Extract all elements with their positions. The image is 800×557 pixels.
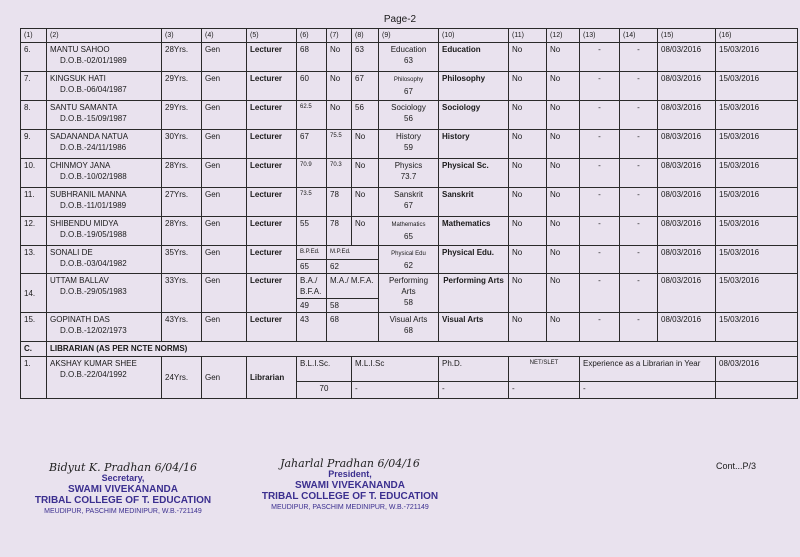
cell: No — [547, 159, 580, 188]
cell: - — [620, 274, 658, 313]
marks-cell: 55 — [297, 217, 327, 246]
secretary-title: Secretary, — [101, 473, 145, 483]
age-cell: 30Yrs. — [162, 130, 202, 159]
marks-cell: 58 — [327, 299, 379, 313]
degree-label-cell: B.P.Ed. — [297, 246, 327, 260]
marks-cell: 73.5 — [297, 188, 327, 217]
method-cell: History — [439, 130, 509, 159]
secretary-signature-block — [28, 462, 218, 517]
marks-cell: 63 — [352, 43, 379, 72]
cell: No — [509, 159, 547, 188]
section-header-row — [21, 342, 798, 357]
column-number-header: (9) — [379, 29, 439, 43]
category-cell: Gen — [202, 188, 247, 217]
age-cell: 33Yrs. — [162, 274, 202, 313]
serial-cell: 8. — [21, 101, 47, 130]
table-row — [21, 72, 798, 101]
name-cell: CHINMOY JANA D.O.B.-10/02/1988 — [47, 159, 162, 188]
org-address: MEUDIPUR, PASCHIM MEDINIPUR, W.B.-721149 — [44, 508, 202, 515]
serial-cell: 7. — [21, 72, 47, 101]
cell: No — [509, 130, 547, 159]
marks-cell: 70 — [297, 382, 352, 399]
date-cell: 08/03/2016 — [658, 188, 716, 217]
category-cell: Gen — [202, 357, 247, 399]
date-cell: 08/03/2016 — [658, 101, 716, 130]
name-cell: KINGSUK HATI D.O.B.-06/04/1987 — [47, 72, 162, 101]
post-cell: Lecturer — [247, 188, 297, 217]
date-cell: 15/03/2016 — [716, 130, 798, 159]
cell: - — [620, 313, 658, 342]
marks-cell: 62 — [327, 260, 379, 274]
marks-cell: 70.3 — [327, 159, 352, 188]
method-cell: Sociology — [439, 101, 509, 130]
marks-cell: 65 — [297, 260, 327, 274]
category-cell: Gen — [202, 43, 247, 72]
marks-cell: 78 — [327, 217, 352, 246]
table-row — [21, 217, 798, 246]
serial-cell: 12. — [21, 217, 47, 246]
serial-cell: 13. — [21, 246, 47, 274]
name-cell: SONALI DE D.O.B.-03/04/1982 — [47, 246, 162, 274]
secretary-signature: Bidyut K. Pradhan 6/04/16 — [49, 461, 197, 474]
marks-cell: - — [439, 382, 509, 399]
cell: No — [547, 217, 580, 246]
cell: No — [509, 101, 547, 130]
subject-cell: Sociology 56 — [379, 101, 439, 130]
marks-cell: 62.5 — [297, 101, 327, 130]
cell: - — [620, 130, 658, 159]
subject-cell: Performing Arts 58 — [379, 274, 439, 313]
age-cell: 24Yrs. — [162, 357, 202, 399]
date-cell: 08/03/2016 — [658, 217, 716, 246]
column-number-header: (2) — [47, 29, 162, 43]
age-cell: 29Yrs. — [162, 101, 202, 130]
column-number-header: (11) — [509, 29, 547, 43]
post-cell: Lecturer — [247, 72, 297, 101]
category-cell: Gen — [202, 217, 247, 246]
header-cell: Ph.D. — [439, 357, 509, 382]
marks-cell: 56 — [352, 101, 379, 130]
cell: - — [620, 72, 658, 101]
cell: - — [620, 43, 658, 72]
column-number-header: (8) — [352, 29, 379, 43]
degree-label-cell: B.A./ B.F.A. — [297, 274, 327, 299]
cell: No — [547, 43, 580, 72]
category-cell: Gen — [202, 274, 247, 313]
header-cell: M.L.I.Sc — [352, 357, 439, 382]
date-cell: 15/03/2016 — [716, 246, 798, 274]
method-cell: Education — [439, 43, 509, 72]
post-cell: Lecturer — [247, 246, 297, 274]
page-number: Page-2 — [383, 14, 417, 25]
org-name: TRIBAL COLLEGE OF T. EDUCATION — [261, 491, 439, 502]
date-cell: 15/03/2016 — [716, 217, 798, 246]
post-cell: Lecturer — [247, 217, 297, 246]
section-title: LIBRARIAN (AS PER NCTE NORMS) — [47, 342, 798, 357]
category-cell: Gen — [202, 246, 247, 274]
serial-cell: 6. — [21, 43, 47, 72]
cell: - — [580, 101, 620, 130]
cell: - — [580, 188, 620, 217]
date-cell: 08/03/2016 — [658, 159, 716, 188]
subject-cell: Philosophy 67 — [379, 72, 439, 101]
cell: - — [620, 246, 658, 274]
subject-cell: Physics 73.7 — [379, 159, 439, 188]
column-number-header: (1) — [21, 29, 47, 43]
cell: - — [580, 274, 620, 313]
method-cell: Sanskrit — [439, 188, 509, 217]
method-cell: Visual Arts — [439, 313, 509, 342]
category-cell: Gen — [202, 313, 247, 342]
marks-cell: 75.5 — [327, 130, 352, 159]
serial-cell: 1. — [21, 357, 47, 399]
marks-cell: 78 — [327, 188, 352, 217]
cell: - — [620, 217, 658, 246]
cell: - — [580, 43, 620, 72]
cell: No — [509, 274, 547, 313]
cell: No — [547, 72, 580, 101]
degree-label-cell: M.P.Ed. — [327, 246, 379, 260]
date-cell: 08/03/2016 — [658, 130, 716, 159]
method-cell: Mathematics — [439, 217, 509, 246]
header-cell: Experience as a Librarian in Year — [580, 357, 716, 382]
continuation-note: Cont...P/3 — [715, 461, 756, 471]
cell: No — [509, 72, 547, 101]
date-cell: 15/03/2016 — [716, 159, 798, 188]
cell: - — [620, 188, 658, 217]
post-cell: Librarian — [247, 357, 297, 399]
column-number-header: (16) — [716, 29, 798, 43]
marks-cell: 70.9 — [297, 159, 327, 188]
name-cell: MANTU SAHOO D.O.B.-02/01/1989 — [47, 43, 162, 72]
post-cell: Lecturer — [247, 130, 297, 159]
cell: - — [580, 159, 620, 188]
column-number-header: (7) — [327, 29, 352, 43]
cell: No — [547, 101, 580, 130]
cell: - — [580, 217, 620, 246]
table-row — [21, 274, 798, 299]
method-cell: Philosophy — [439, 72, 509, 101]
method-cell: Physical Sc. — [439, 159, 509, 188]
serial-cell: 11. — [21, 188, 47, 217]
date-cell: 08/03/2016 — [658, 72, 716, 101]
cell: No — [509, 246, 547, 274]
section-label: C. — [21, 342, 47, 357]
date-cell: 15/03/2016 — [716, 101, 798, 130]
age-cell: 27Yrs. — [162, 188, 202, 217]
marks-cell: 43 — [297, 313, 327, 342]
column-number-header: (13) — [580, 29, 620, 43]
table-row — [21, 159, 798, 188]
column-number-header: (10) — [439, 29, 509, 43]
table-row — [21, 188, 798, 217]
age-cell: 43Yrs. — [162, 313, 202, 342]
degree-label-cell: M.A./ M.F.A. — [327, 274, 379, 299]
president-signature: Jaharlal Pradhan 6/04/16 — [280, 457, 420, 470]
marks-cell: No — [352, 159, 379, 188]
subject-cell: History 59 — [379, 130, 439, 159]
cell: No — [509, 188, 547, 217]
column-number-header: (15) — [658, 29, 716, 43]
org-name: SWAMI VIVEKANANDA — [294, 480, 405, 491]
marks-cell: - — [352, 382, 439, 399]
subject-cell: Education 63 — [379, 43, 439, 72]
cell: No — [547, 130, 580, 159]
org-name: SWAMI VIVEKANANDA — [67, 484, 178, 495]
date-cell: 08/03/2016 — [658, 274, 716, 313]
date-cell: 15/03/2016 — [716, 313, 798, 342]
cell: No — [547, 274, 580, 313]
subject-cell: Physical Edu 62 — [379, 246, 439, 274]
age-cell: 28Yrs. — [162, 43, 202, 72]
name-cell: UTTAM BALLAV D.O.B.-29/05/1983 — [47, 274, 162, 313]
marks-cell: 60 — [297, 72, 327, 101]
category-cell: Gen — [202, 101, 247, 130]
cell: No — [509, 217, 547, 246]
column-number-row — [21, 29, 798, 43]
marks-cell: 67 — [352, 72, 379, 101]
date-cell: 08/03/2016 — [658, 246, 716, 274]
table-row — [21, 246, 798, 260]
marks-cell: 68 — [297, 43, 327, 72]
table-row — [21, 313, 798, 342]
name-cell: SHIBENDU MIDYA D.O.B.-19/05/1988 — [47, 217, 162, 246]
cell: - — [620, 159, 658, 188]
column-number-header: (3) — [162, 29, 202, 43]
serial-cell: 10. — [21, 159, 47, 188]
serial-cell: 15. — [21, 313, 47, 342]
post-cell: Lecturer — [247, 101, 297, 130]
cell: - — [580, 246, 620, 274]
cell: No — [547, 188, 580, 217]
table-row — [21, 357, 798, 382]
marks-cell: 68 — [327, 313, 379, 342]
category-cell: Gen — [202, 130, 247, 159]
category-cell: Gen — [202, 72, 247, 101]
marks-cell: 49 — [297, 299, 327, 313]
header-cell: B.L.I.Sc. — [297, 357, 352, 382]
org-name: TRIBAL COLLEGE OF T. EDUCATION — [34, 495, 212, 506]
marks-cell: 67 — [297, 130, 327, 159]
org-address: MEUDIPUR, PASCHIM MEDINIPUR, W.B.-721149 — [271, 504, 429, 511]
marks-cell: No — [352, 130, 379, 159]
marks-cell: No — [352, 188, 379, 217]
name-cell: SANTU SAMANTA D.O.B.-15/09/1987 — [47, 101, 162, 130]
category-cell: Gen — [202, 159, 247, 188]
column-number-header: (4) — [202, 29, 247, 43]
date-cell: 08/03/2016 — [658, 313, 716, 342]
date-cell: 15/03/2016 — [716, 188, 798, 217]
name-cell: SUBHRANIL MANNA D.O.B.-11/01/1989 — [47, 188, 162, 217]
marks-cell: No — [352, 217, 379, 246]
column-number-header: (5) — [247, 29, 297, 43]
date-cell: 15/03/2016 — [716, 72, 798, 101]
cell: No — [509, 43, 547, 72]
column-number-header: (12) — [547, 29, 580, 43]
cell — [716, 382, 798, 399]
name-cell: GOPINATH DAS D.O.B.-12/02/1973 — [47, 313, 162, 342]
cell: No — [547, 313, 580, 342]
date-cell: 15/03/2016 — [716, 43, 798, 72]
header-cell: NET/SLET — [509, 357, 580, 382]
post-cell: Lecturer — [247, 274, 297, 313]
subject-cell: Visual Arts 68 — [379, 313, 439, 342]
cell: - — [620, 101, 658, 130]
president-signature-block — [255, 458, 445, 513]
age-cell: 28Yrs. — [162, 217, 202, 246]
method-cell: Physical Edu. — [439, 246, 509, 274]
subject-cell: Sanskrit 67 — [379, 188, 439, 217]
date-cell: 08/03/2016 — [716, 357, 798, 382]
cell: - — [580, 313, 620, 342]
name-cell: AKSHAY KUMAR SHEE D.O.B.-22/04/1992 — [47, 357, 162, 399]
post-cell: Lecturer — [247, 159, 297, 188]
name-cell: SADANANDA NATUA D.O.B.-24/11/1986 — [47, 130, 162, 159]
post-cell: Lecturer — [247, 43, 297, 72]
marks-cell: - — [509, 382, 580, 399]
post-cell: Lecturer — [247, 313, 297, 342]
cell: - — [580, 130, 620, 159]
marks-cell: No — [327, 101, 352, 130]
serial-cell: 9. — [21, 130, 47, 159]
age-cell: 29Yrs. — [162, 72, 202, 101]
cell: No — [509, 313, 547, 342]
cell: No — [547, 246, 580, 274]
subject-cell: Mathematics 65 — [379, 217, 439, 246]
age-cell: 28Yrs. — [162, 159, 202, 188]
serial-cell: 14. — [21, 274, 47, 313]
date-cell: 15/03/2016 — [716, 274, 798, 313]
age-cell: 35Yrs. — [162, 246, 202, 274]
president-title: President, — [328, 469, 372, 479]
marks-cell: - — [580, 382, 716, 399]
table-row — [21, 43, 798, 72]
marks-cell: No — [327, 43, 352, 72]
cell: - — [580, 72, 620, 101]
column-number-header: (6) — [297, 29, 327, 43]
column-number-header: (14) — [620, 29, 658, 43]
staff-table — [20, 28, 798, 399]
method-cell: Performing Arts — [439, 274, 509, 313]
date-cell: 08/03/2016 — [658, 43, 716, 72]
table-row — [21, 101, 798, 130]
table-row — [21, 130, 798, 159]
marks-cell: No — [327, 72, 352, 101]
